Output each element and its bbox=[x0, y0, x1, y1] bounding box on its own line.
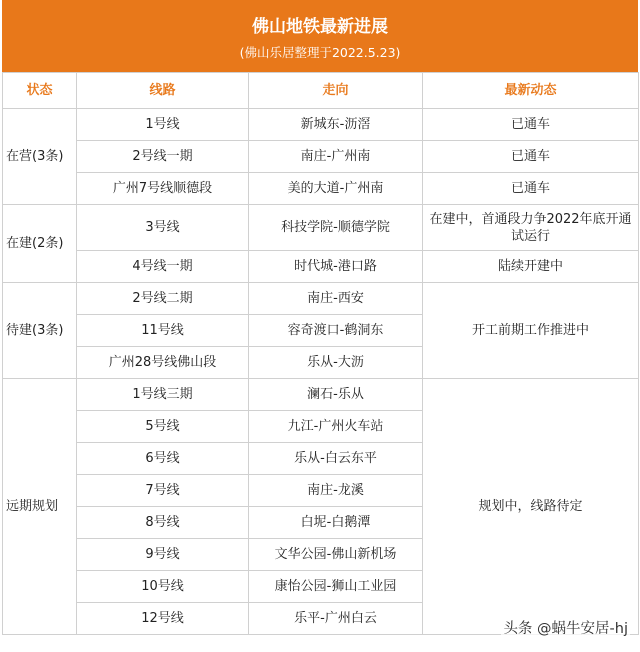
update-cell: 规划中，线路待定 bbox=[423, 379, 639, 635]
column-header-line: 线路 bbox=[77, 73, 249, 109]
line-cell: 8号线 bbox=[77, 507, 249, 539]
table-row bbox=[3, 283, 639, 315]
column-header-route: 走向 bbox=[249, 73, 423, 109]
line-cell: 5号线 bbox=[77, 411, 249, 443]
route-cell: 白坭-白鹅潭 bbox=[249, 507, 423, 539]
line-cell: 12号线 bbox=[77, 603, 249, 635]
line-cell: 2号线一期 bbox=[77, 141, 249, 173]
table-row bbox=[3, 109, 639, 141]
line-cell: 4号线一期 bbox=[77, 251, 249, 283]
line-cell: 10号线 bbox=[77, 571, 249, 603]
table-row bbox=[3, 379, 639, 411]
line-cell: 广州7号线顺德段 bbox=[77, 173, 249, 205]
update-cell: 已通车 bbox=[423, 109, 639, 141]
status-cell: 远期规划 bbox=[3, 379, 77, 635]
column-header-update: 最新动态 bbox=[423, 73, 639, 109]
line-cell: 7号线 bbox=[77, 475, 249, 507]
line-cell: 11号线 bbox=[77, 315, 249, 347]
route-cell: 乐从-白云东平 bbox=[249, 443, 423, 475]
source-watermark: 头条 @蜗牛安居-hj bbox=[501, 617, 630, 638]
route-cell: 南庄-西安 bbox=[249, 283, 423, 315]
line-cell: 9号线 bbox=[77, 539, 249, 571]
route-cell: 美的大道-广州南 bbox=[249, 173, 423, 205]
update-cell: 开工前期工作推进中 bbox=[423, 283, 639, 379]
table-row bbox=[3, 205, 639, 251]
route-cell: 新城东-沥滘 bbox=[249, 109, 423, 141]
header-banner bbox=[2, 0, 638, 72]
update-cell: 已通车 bbox=[423, 141, 639, 173]
route-cell: 澜石-乐从 bbox=[249, 379, 423, 411]
status-cell: 在营(3条) bbox=[3, 109, 77, 205]
status-cell: 在建(2条) bbox=[3, 205, 77, 283]
page-subtitle: (佛山乐居整理于2022.5.23) bbox=[239, 45, 401, 60]
line-cell: 3号线 bbox=[77, 205, 249, 251]
route-cell: 文华公园-佛山新机场 bbox=[249, 539, 423, 571]
update-cell: 陆续开建中 bbox=[423, 251, 639, 283]
line-cell: 广州28号线佛山段 bbox=[77, 347, 249, 379]
line-cell: 6号线 bbox=[77, 443, 249, 475]
route-cell: 九江-广州火车站 bbox=[249, 411, 423, 443]
route-cell: 南庄-龙溪 bbox=[249, 475, 423, 507]
route-cell: 乐从-大沥 bbox=[249, 347, 423, 379]
line-cell: 1号线三期 bbox=[77, 379, 249, 411]
update-cell: 已通车 bbox=[423, 173, 639, 205]
table-row bbox=[3, 173, 639, 205]
route-cell: 容奇渡口-鹤洞东 bbox=[249, 315, 423, 347]
status-cell: 待建(3条) bbox=[3, 283, 77, 379]
table-row bbox=[3, 251, 639, 283]
line-cell: 1号线 bbox=[77, 109, 249, 141]
route-cell: 时代城-港口路 bbox=[249, 251, 423, 283]
metro-progress-table bbox=[2, 72, 639, 635]
column-header-status: 状态 bbox=[3, 73, 77, 109]
update-cell: 在建中，首通段力争2022年底开通试运行 bbox=[423, 205, 639, 251]
route-cell: 康怡公园-狮山工业园 bbox=[249, 571, 423, 603]
route-cell: 南庄-广州南 bbox=[249, 141, 423, 173]
table-row bbox=[3, 141, 639, 173]
line-cell: 2号线二期 bbox=[77, 283, 249, 315]
route-cell: 科技学院-顺德学院 bbox=[249, 205, 423, 251]
route-cell: 乐平-广州白云 bbox=[249, 603, 423, 635]
page-title: 佛山地铁最新进展 bbox=[252, 17, 388, 37]
